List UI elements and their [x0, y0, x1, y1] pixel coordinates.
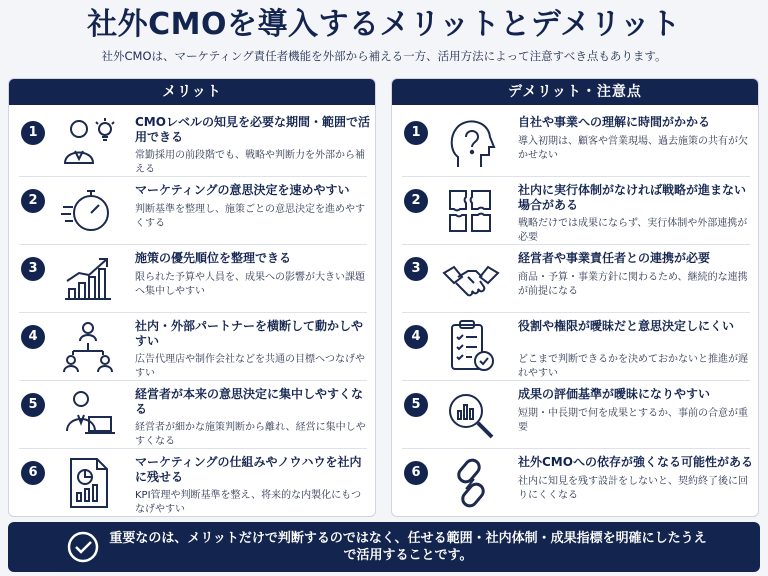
- item-description: どこまで判断できるかを決めておかないと推進が遅れやすい: [518, 354, 748, 379]
- footer-banner: [8, 522, 760, 572]
- merit-item: [9, 177, 376, 245]
- demerit-item: [392, 245, 759, 313]
- puzzle-icon: [442, 183, 500, 239]
- item-number: 3: [404, 257, 428, 281]
- item-heading: 経営者が本来の意思決定に集中しやすくなる: [135, 387, 364, 416]
- item-number: 2: [21, 189, 45, 213]
- item-number: 2: [404, 189, 428, 213]
- item-description: 導入初期は、顧客や営業現場、過去施策の共有が欠かせない: [518, 136, 748, 161]
- page-subtitle: 社外CMOは、マーケティング責任者機能を外部から補える一方、活用方法によって注意すべき点もあります。: [101, 49, 667, 63]
- item-description: KPI管理や判断基準を整え、将来的な内製化にもつなげやすい: [135, 490, 362, 515]
- chain-link-icon: [442, 455, 500, 511]
- merit-item: [9, 109, 376, 177]
- demerit-item: [392, 109, 759, 177]
- item-number: 4: [404, 325, 428, 349]
- merit-item: [9, 449, 376, 517]
- merits-panel-title: メリット: [9, 79, 375, 105]
- merit-item: [9, 381, 376, 449]
- item-description: 社内に知見を残す設計をしないと、契約終了後に回りにくくなる: [518, 476, 748, 501]
- item-number: 6: [404, 461, 428, 485]
- item-heading: 社内に実行体制がなければ戦略が進まない場合がある: [518, 183, 747, 212]
- item-number: 1: [404, 121, 428, 145]
- item-description: 経営者が細かな施策判断から離れ、経営に集中しやすくなる: [135, 422, 366, 447]
- item-description: 広告代理店や制作会社などを共通の目標へつなげやすい: [135, 354, 365, 379]
- item-description: 戦略だけでは成果にならず、実行体制や外部連携が必要: [518, 218, 748, 243]
- demerit-item: [392, 449, 759, 517]
- item-heading: 社外CMOへの依存が強くなる可能性がある: [518, 455, 753, 469]
- merit-item: [9, 313, 376, 381]
- item-number: 1: [21, 121, 45, 145]
- item-heading: 役割や権限が曖昧だと意思決定しにくい: [518, 319, 735, 333]
- item-heading: 社内・外部パートナーを横断して動かしやすい: [135, 319, 364, 348]
- growth-chart-icon: [59, 251, 117, 307]
- merits-panel: [8, 78, 376, 517]
- footer-message: 重要なのは、メリットだけで判断するのではなく、任せる範囲・社内体制・成果指標を明確にしたうえで活用することです。: [109, 531, 707, 563]
- item-number: 5: [21, 393, 45, 417]
- demerit-item: [392, 177, 759, 245]
- report-document-icon: [59, 455, 117, 511]
- head-question-icon: [442, 115, 500, 171]
- item-description: 判断基準を整理し、施策ごとの意思決定を進めやすくする: [135, 204, 365, 229]
- item-number: 6: [21, 461, 45, 485]
- item-description: 商品・予算・事業方針に関わるため、継続的な連携が前提になる: [518, 272, 748, 297]
- stopwatch-icon: [59, 183, 117, 239]
- item-number: 5: [404, 393, 428, 417]
- item-heading: 自社や事業への理解に時間がかかる: [518, 115, 711, 129]
- item-heading: 経営者や事業責任者との連携が必要: [518, 251, 711, 265]
- item-description: 短期・中長期で何を成果とするか、事前の合意が重要: [518, 408, 748, 433]
- demerit-item: [392, 381, 759, 449]
- executive-laptop-icon: [59, 387, 117, 443]
- check-circle-icon: [66, 530, 100, 564]
- handshake-icon: [442, 251, 500, 307]
- item-description: 常勤採用の前段階でも、戦略や判断力を外部から補える: [135, 150, 365, 175]
- checklist-icon: [442, 319, 500, 375]
- item-number: 3: [21, 257, 45, 281]
- item-heading: 成果の評価基準が曖昧になりやすい: [518, 387, 711, 401]
- demerits-panel-title: デメリット・注意点: [392, 79, 758, 105]
- merit-item: [9, 245, 376, 313]
- item-heading: マーケティングの仕組みやノウハウを社内に残せる: [135, 455, 362, 484]
- demerits-panel: [391, 78, 759, 517]
- item-heading: マーケティングの意思決定を速めやすい: [135, 183, 350, 197]
- item-heading: CMOレベルの知見を必要な期間・範囲で活用できる: [135, 115, 370, 144]
- magnifier-chart-icon: [442, 387, 500, 443]
- item-description: 限られた予算や人員を、成果への影響が大きい課題へ集中しやすい: [135, 272, 365, 297]
- demerit-item: [392, 313, 759, 381]
- item-heading: 施策の優先順位を整理できる: [135, 251, 292, 265]
- team-network-icon: [59, 319, 117, 375]
- consultant-idea-icon: [59, 115, 117, 171]
- item-number: 4: [21, 325, 45, 349]
- page-title: 社外CMOを導入するメリットとデメリット: [87, 7, 681, 42]
